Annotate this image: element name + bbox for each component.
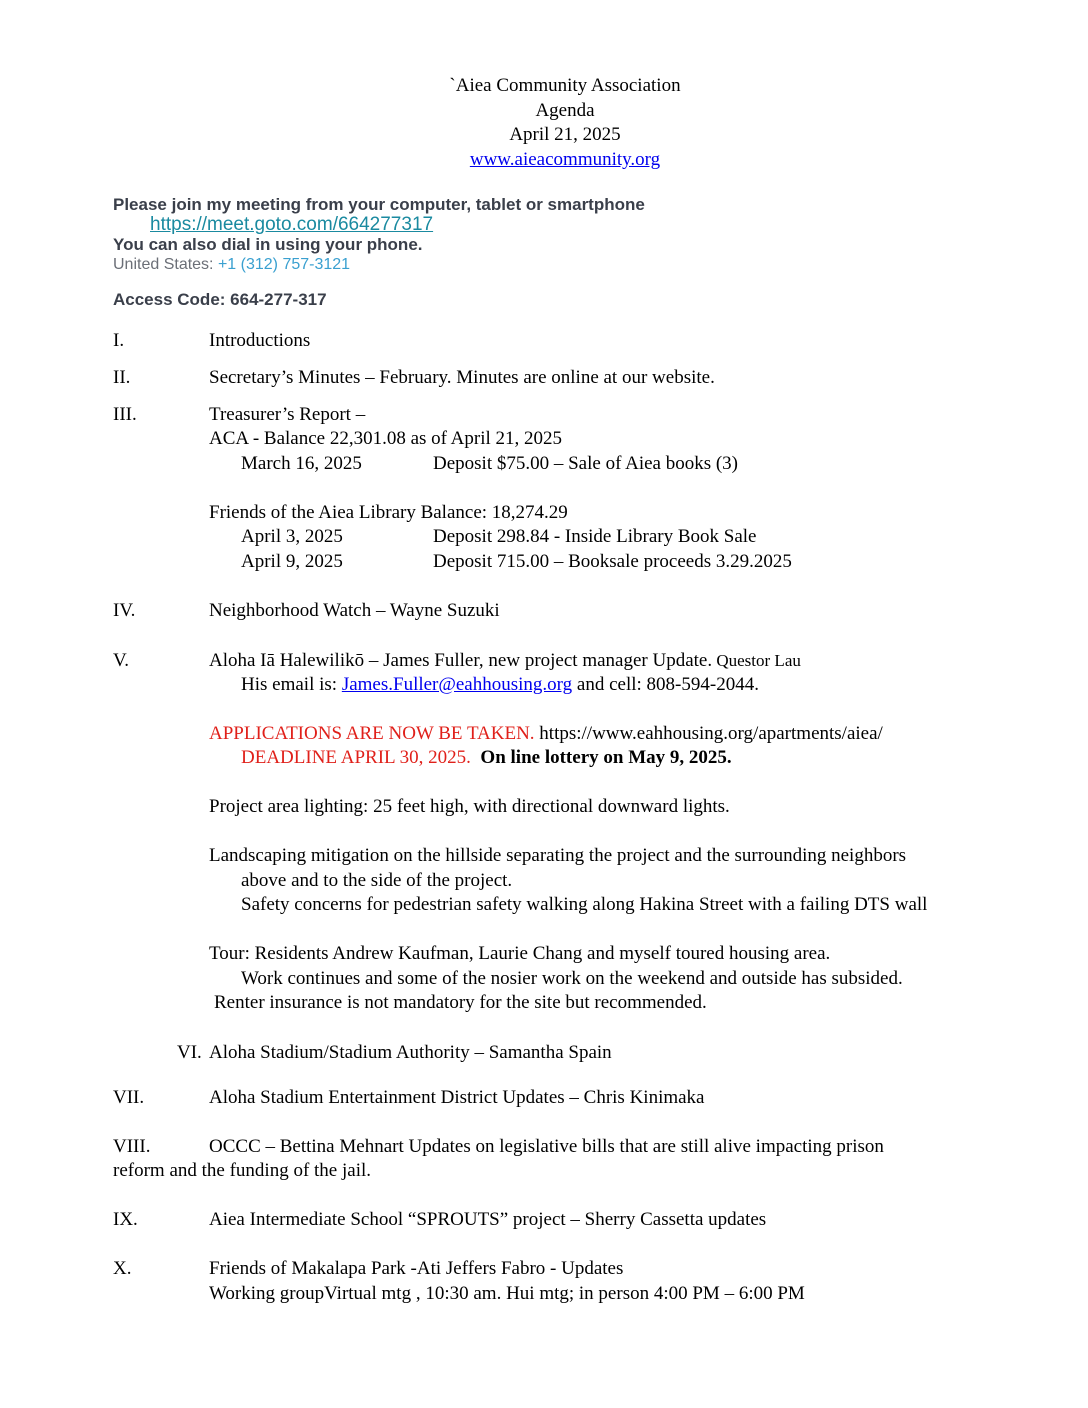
transaction-date: April 3, 2025	[241, 526, 343, 547]
item-number: VIII.	[113, 1136, 151, 1157]
item-title: Aiea Intermediate School “SPROUTS” project – Sherry Cassetta updates	[209, 1209, 767, 1230]
item-number: X.	[113, 1258, 132, 1279]
item-title: Introductions	[209, 330, 311, 351]
phone-label: United States:	[113, 256, 218, 273]
friends-balance: Friends of the Aiea Library Balance: 18,274.29	[209, 502, 568, 523]
org-name: `Aiea Community Association	[449, 75, 681, 96]
item-title	[209, 649, 801, 673]
item-title-cont: reform and the funding of the jail.	[113, 1160, 372, 1181]
item-title: Aloha Stadium/Stadium Authority – Samantha Spain	[209, 1042, 612, 1063]
item-title: Neighborhood Watch – Wayne Suzuki	[209, 600, 500, 621]
phone-line	[113, 255, 350, 275]
email-prefix: His email is:	[241, 674, 342, 695]
transaction-date: April 9, 2025	[241, 551, 343, 572]
meeting-date: April 21, 2025	[509, 124, 621, 145]
applications-line	[209, 722, 883, 746]
item-number: II.	[113, 367, 131, 388]
item-number: I.	[113, 330, 125, 351]
transaction-date: March 16, 2025	[241, 453, 362, 474]
item-title-note: Questor Lau	[712, 651, 801, 670]
item-title: OCCC – Bettina Mehnart Updates on legislative bills that are still alive impacting prison	[209, 1136, 884, 1157]
email-suffix: and cell: 808-594-2044.	[572, 674, 759, 695]
landscaping-note: Landscaping mitigation on the hillside separating the project and the surrounding neighbors	[209, 845, 907, 866]
deadline-notice: DEADLINE APRIL 30, 2025.	[241, 747, 471, 768]
lighting-note: Project area lighting: 25 feet high, with directional downward lights.	[209, 796, 730, 817]
item-title: Secretary’s Minutes – February. Minutes are online at our website.	[209, 367, 715, 388]
lottery-notice: On line lottery on May 9, 2025.	[480, 747, 732, 768]
insurance-note: Renter insurance is not mandatory for the site but recommended.	[214, 992, 707, 1013]
item-title-main: Aloha Iā Halewilikō – James Fuller, new project manager Update.	[209, 650, 713, 671]
aca-balance: ACA - Balance 22,301.08 as of April 21, 2025	[209, 428, 563, 449]
doc-title: Agenda	[535, 100, 595, 121]
transaction-desc: Deposit 715.00 – Booksale proceeds 3.29.2025	[433, 551, 792, 572]
join-text: Please join my meeting from your computer, tablet or smartphone	[113, 195, 645, 214]
item-number: IX.	[113, 1209, 138, 1230]
item-number: V.	[113, 650, 130, 671]
applications-notice: APPLICATIONS ARE NOW BE TAKEN.	[209, 723, 535, 744]
item-title: Aloha Stadium Entertainment District Updates – Chris Kinimaka	[209, 1087, 705, 1108]
website-link[interactable]: www.aieacommunity.org	[469, 149, 661, 170]
tour-note-cont: Work continues and some of the nosier work on the weekend and outside has subsided.	[241, 968, 903, 989]
email-link[interactable]: James.Fuller@eahhousing.org	[341, 674, 573, 695]
landscaping-note-cont: above and to the side of the project.	[241, 870, 513, 891]
item-number: IV.	[113, 600, 136, 621]
tour-note: Tour: Residents Andrew Kaufman, Laurie Chang and myself toured housing area.	[209, 943, 831, 964]
join-url-link[interactable]: https://meet.goto.com/664277317	[150, 214, 434, 235]
website-line	[0, 148, 1088, 172]
contact-line	[241, 673, 759, 697]
item-title: Friends of Makalapa Park -Ati Jeffers Fabro - Updates	[209, 1258, 624, 1279]
applications-url: https://www.eahhousing.org/apartments/aiea/	[534, 723, 883, 744]
item-number: VII.	[113, 1087, 145, 1108]
dial-text: You can also dial in using your phone.	[113, 235, 423, 254]
access-code: Access Code: 664-277-317	[113, 290, 327, 309]
transaction-desc: Deposit 298.84 - Inside Library Book Sale	[433, 526, 757, 547]
safety-note: Safety concerns for pedestrian safety walking along Hakina Street with a failing DTS wall	[241, 894, 928, 915]
item-number: VI.	[177, 1042, 202, 1063]
phone-number-link[interactable]: +1 (312) 757-3121	[217, 256, 351, 273]
meeting-schedule: Working groupVirtual mtg , 10:30 am. Hui mtg; in person 4:00 PM – 6:00 PM	[209, 1283, 805, 1304]
item-number: III.	[113, 404, 137, 425]
item-title: Treasurer’s Report –	[209, 404, 366, 425]
transaction-desc: Deposit $75.00 – Sale of Aiea books (3)	[433, 453, 739, 474]
deadline-line	[241, 746, 732, 770]
